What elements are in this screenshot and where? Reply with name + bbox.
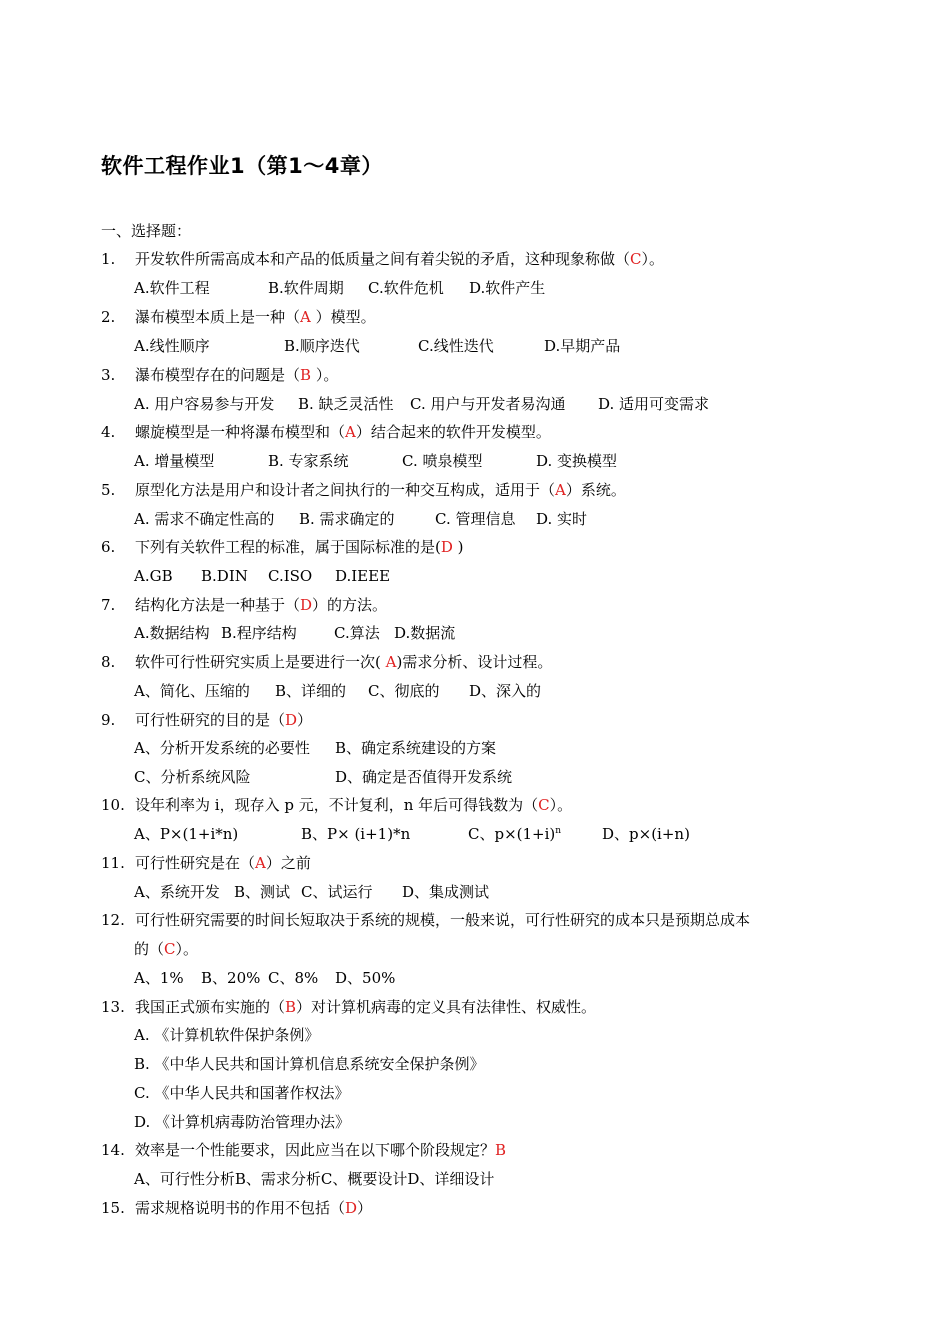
question-1-options: [134, 278, 545, 298]
option-a: A.软件工程: [134, 279, 210, 297]
question-number: 15.: [101, 1199, 125, 1217]
option-c: C. 《中华人民共和国著作权法》: [134, 1084, 350, 1102]
question-text: 我国正式颁布实施的（: [135, 998, 286, 1016]
answer-mark: C: [164, 940, 176, 958]
question-10-options: [134, 824, 690, 844]
option-b: B.DIN: [201, 567, 248, 585]
option-d: D.早期产品: [544, 337, 621, 355]
question-8: [101, 652, 552, 672]
option-c: C.ISO: [268, 567, 313, 585]
option-b: B、20%: [201, 969, 261, 987]
option-b: B、需求分析: [234, 1170, 321, 1188]
option-a: A、系统开发: [134, 883, 220, 901]
answer-mark: A: [555, 481, 566, 499]
question-text: 瀑布模型本质上是一种（: [135, 308, 301, 326]
option-c-exponent: n: [555, 826, 562, 836]
option-a: A、1%: [134, 969, 184, 987]
option-b: B. 专家系统: [268, 452, 349, 470]
question-text-end: ）模型。: [310, 308, 376, 326]
question-text-end: ): [452, 538, 464, 556]
option-b: B.软件周期: [268, 279, 344, 297]
question-text-end: ）。: [311, 366, 339, 384]
option-d: D.IEEE: [335, 567, 391, 585]
option-d: D. 《计算机病毒防治管理办法》: [134, 1113, 351, 1131]
question-text-end: ）系统。: [565, 481, 626, 499]
question-text: 软件可行性研究实质上是要进行一次(: [135, 653, 381, 671]
option-d: D.数据流: [394, 624, 456, 642]
option-b: B. 《中华人民共和国计算机信息系统安全保护条例》: [134, 1055, 485, 1073]
question-3: [101, 365, 338, 385]
question-1: [101, 249, 664, 269]
question-number: 9.: [101, 711, 116, 729]
option-c: C.算法: [334, 624, 380, 642]
section-heading: 一、选择题：: [101, 222, 192, 240]
answer-mark: B: [495, 1141, 507, 1159]
answer-mark: C: [630, 250, 642, 268]
question-text: 可行性研究的目的是（: [135, 711, 286, 729]
option-a: A. 《计算机软件保护条例》: [134, 1026, 320, 1044]
question-13: [101, 997, 596, 1017]
option-c: C.软件危机: [368, 279, 444, 297]
question-6: [101, 537, 464, 557]
question-text-end: ）对计算机病毒的定义具有法律性、权威性。: [296, 998, 597, 1016]
option-c-text: C、p×(1+i): [468, 825, 556, 843]
question-4-options: [134, 451, 617, 471]
answer-mark: A: [380, 653, 397, 671]
option-d: D、详细设计: [407, 1170, 495, 1188]
question-text: 结构化方法是一种基于（: [135, 596, 301, 614]
option-c: [468, 824, 602, 844]
question-number: 8.: [101, 653, 116, 671]
question-text: 需求规格说明书的作用不包括（: [135, 1199, 346, 1217]
option-b: B. 需求确定的: [299, 510, 395, 528]
option-b: B、详细的: [275, 682, 347, 700]
answer-mark: D: [345, 1199, 358, 1217]
question-text-end: ）: [357, 1199, 373, 1217]
option-c: C、彻底的: [368, 682, 440, 700]
answer-mark: B: [300, 366, 312, 384]
option-b: B、P× (i+1)*n: [301, 825, 411, 843]
question-text-end: ）结合起来的软件开发模型。: [355, 423, 551, 441]
option-c: C、分析系统风险: [134, 768, 251, 786]
option-a: A、可行性分析: [134, 1170, 235, 1188]
answer-mark: B: [285, 998, 297, 1016]
option-a: A. 增量模型: [134, 452, 215, 470]
question-text-cont: 的（: [134, 940, 165, 958]
question-number: 11.: [101, 854, 125, 872]
answer-mark: A: [255, 854, 266, 872]
question-12-continued: [134, 939, 198, 959]
option-d: D. 变换模型: [536, 452, 618, 470]
option-c: C、试运行: [301, 883, 373, 901]
answer-mark: D: [300, 596, 313, 614]
question-text-end: ）。: [549, 796, 573, 814]
option-a: A. 用户容易参与开发: [134, 395, 275, 413]
option-b: B、测试: [234, 883, 291, 901]
answer-mark: A: [300, 308, 311, 326]
question-text: 设年利率为 i，现存入 p 元，不计复利，n 年后可得钱数为（: [135, 796, 539, 814]
answer-mark: A: [345, 423, 356, 441]
option-c: C. 用户与开发者易沟通: [410, 395, 566, 413]
option-b: B.顺序迭代: [284, 337, 360, 355]
question-12: [101, 910, 750, 930]
question-text-end: ）的方法。: [312, 596, 388, 614]
option-d: D. 实时: [536, 510, 588, 528]
option-a: A、P×(1+i*n): [134, 825, 239, 843]
question-text: 效率是一个性能要求，因此应当在以下哪个阶段规定？: [135, 1141, 496, 1159]
question-text: 下列有关软件工程的标准，属于国际标准的是(: [135, 538, 441, 556]
option-c: C. 管理信息: [435, 510, 516, 528]
option-a: A.线性顺序: [134, 337, 210, 355]
question-text-end: ）: [297, 711, 313, 729]
question-3-options: [134, 394, 709, 414]
option-b: B. 缺乏灵活性: [298, 395, 394, 413]
option-c: C、8%: [268, 969, 319, 987]
question-number: 12.: [101, 911, 125, 929]
question-text-end: ）。: [175, 940, 199, 958]
page-title: 软件工程作业1（第1～4章）: [101, 154, 383, 178]
answer-mark: D: [285, 711, 298, 729]
option-c: C. 喷泉模型: [402, 452, 483, 470]
question-text: 可行性研究需要的时间长短取决于系统的规模，一般来说，可行性研究的成本只是预期总成本: [135, 911, 751, 929]
question-text: 螺旋模型是一种将瀑布模型和（: [135, 423, 346, 441]
question-text: 可行性研究是在（: [135, 854, 256, 872]
option-d: D、确定是否值得开发系统: [335, 768, 513, 786]
question-7: [101, 595, 387, 615]
question-14-options: [134, 1169, 494, 1189]
answer-mark: C: [538, 796, 550, 814]
question-9-options-row2: [134, 767, 512, 787]
question-text: 原型化方法是用户和设计者之间执行的一种交互构成，适用于（: [135, 481, 556, 499]
question-number: 2.: [101, 308, 116, 326]
question-5-options: [134, 509, 587, 529]
question-number: 4.: [101, 423, 116, 441]
question-number: 10.: [101, 796, 125, 814]
option-a: A. 需求不确定性高的: [134, 510, 275, 528]
question-10: [101, 795, 572, 815]
question-11: [101, 853, 311, 873]
question-number: 7.: [101, 596, 116, 614]
option-d: D、深入的: [469, 682, 542, 700]
option-b: B.程序结构: [221, 624, 297, 642]
question-6-options: [134, 566, 390, 586]
question-number: 5.: [101, 481, 116, 499]
option-d: D、p×(i+n): [602, 825, 690, 843]
option-a: A.数据结构: [134, 624, 210, 642]
question-9: [101, 710, 312, 730]
option-b: B、确定系统建设的方案: [335, 739, 497, 757]
answer-mark: D: [440, 538, 453, 556]
question-15: [101, 1198, 372, 1218]
question-number: 6.: [101, 538, 116, 556]
question-text-end: )需求分析、设计过程。: [396, 653, 553, 671]
question-text: 瀑布模型存在的问题是（: [135, 366, 301, 384]
question-number: 14.: [101, 1141, 125, 1159]
option-d: D. 适用可变需求: [598, 395, 710, 413]
question-2: [101, 307, 376, 327]
question-text-end: ）。: [641, 250, 665, 268]
option-d: D、集成测试: [402, 883, 490, 901]
question-5: [101, 480, 626, 500]
option-a: A、分析开发系统的必要性: [134, 739, 310, 757]
question-8-options: [134, 681, 541, 701]
question-text: 开发软件所需高成本和产品的低质量之间有着尖锐的矛盾，这种现象称做（: [135, 250, 631, 268]
option-a: A.GB: [134, 567, 173, 585]
question-text-end: ）之前: [265, 854, 311, 872]
question-4: [101, 422, 551, 442]
question-number: 13.: [101, 998, 125, 1016]
option-a: A、简化、压缩的: [134, 682, 250, 700]
question-14: [101, 1140, 506, 1160]
question-2-options: [134, 336, 620, 356]
option-d: D.软件产生: [469, 279, 546, 297]
question-7-options: [134, 623, 455, 643]
option-c: C、概要设计: [320, 1170, 408, 1188]
question-11-options: [134, 882, 489, 902]
option-c: C.线性迭代: [418, 337, 494, 355]
question-number: 1.: [101, 250, 116, 268]
question-9-options-row1: [134, 738, 496, 758]
question-12-options: [134, 968, 395, 988]
option-d: D、50%: [335, 969, 396, 987]
question-number: 3.: [101, 366, 116, 384]
